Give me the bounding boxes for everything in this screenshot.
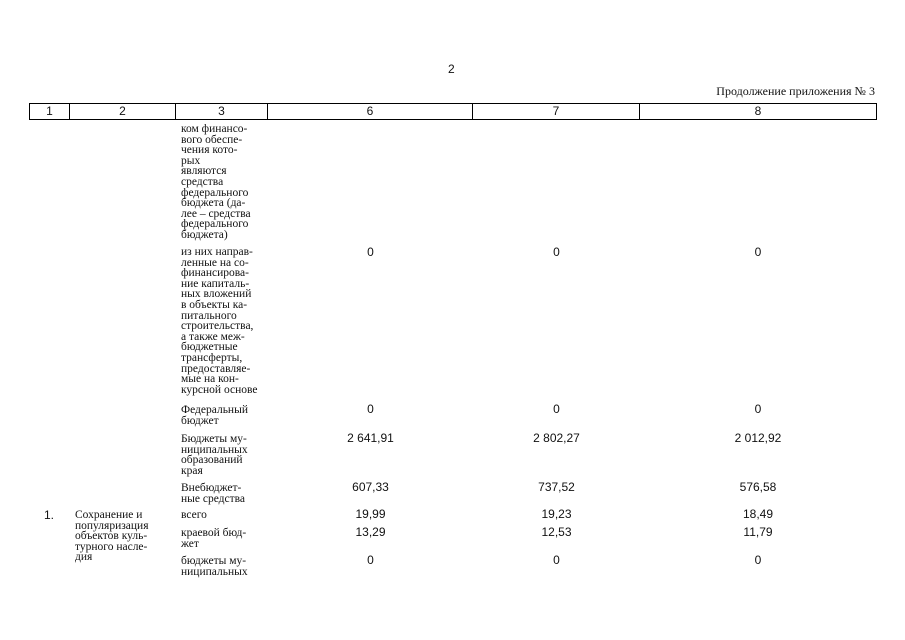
value-col-8: 0 [754, 245, 762, 259]
value-col-7: 2 802,27 [533, 431, 580, 445]
value-col-7: 737,52 [538, 480, 575, 494]
value-col-8: 576,58 [739, 480, 777, 494]
value-col-7: 12,53 [541, 525, 572, 539]
value-col-7: 0 [553, 553, 560, 567]
row-label: Бюджеты му- ниципальных образований края [181, 433, 248, 477]
value-col-6: 2 641,91 [347, 431, 394, 445]
row-label: всего [181, 509, 207, 521]
row-label: краевой бюд- жет [181, 527, 247, 550]
value-col-6: 0 [367, 245, 374, 259]
row-label: Внебюджет- ные средства [181, 482, 246, 505]
value-col-7: 0 [553, 402, 560, 416]
header-col-7: 7 [473, 103, 640, 120]
value-col-8: 2 012,92 [734, 431, 782, 445]
header-col-2: 2 [70, 103, 176, 120]
value-col-6: 0 [367, 402, 374, 416]
header-col-3: 3 [176, 103, 268, 120]
row-label: ком финансо- вого обеспе- чения кото- рых являются средства федерального бюджета (да- лее – средства федерального бюджета) [181, 123, 251, 241]
value-col-6: 607,33 [352, 480, 389, 494]
row-label: Федеральный бюджет [181, 404, 248, 427]
row-label: из них направ- ленные на со- финансирова- ние капиталь- ных вложений в объекты ка- питального строительства, а также меж- бюджетные трансферты, предоставляе- мые на кон- курсной основе [181, 246, 258, 396]
value-col-8: 18,49 [742, 507, 774, 521]
value-col-6: 13,29 [355, 525, 386, 539]
appendix-caption: Продолжение приложения № 3 [716, 84, 875, 98]
header-col-6: 6 [268, 103, 473, 120]
header-col-1: 1 [29, 103, 70, 120]
page-number: 2 [448, 62, 455, 76]
value-col-7: 0 [553, 245, 560, 259]
value-col-6: 19,99 [355, 507, 386, 521]
row-number: 1. [44, 508, 55, 522]
header-col-8: 8 [640, 103, 877, 120]
value-col-8: 0 [754, 402, 762, 416]
row-title: Сохранение и популяризация объектов куль- турного насле- дия [75, 509, 149, 564]
row-label: бюджеты му- ниципальных [181, 555, 248, 578]
value-col-8: 11,79 [743, 525, 773, 539]
value-col-7: 19,23 [541, 507, 572, 521]
value-col-6: 0 [367, 553, 374, 567]
value-col-8: 0 [754, 553, 762, 567]
